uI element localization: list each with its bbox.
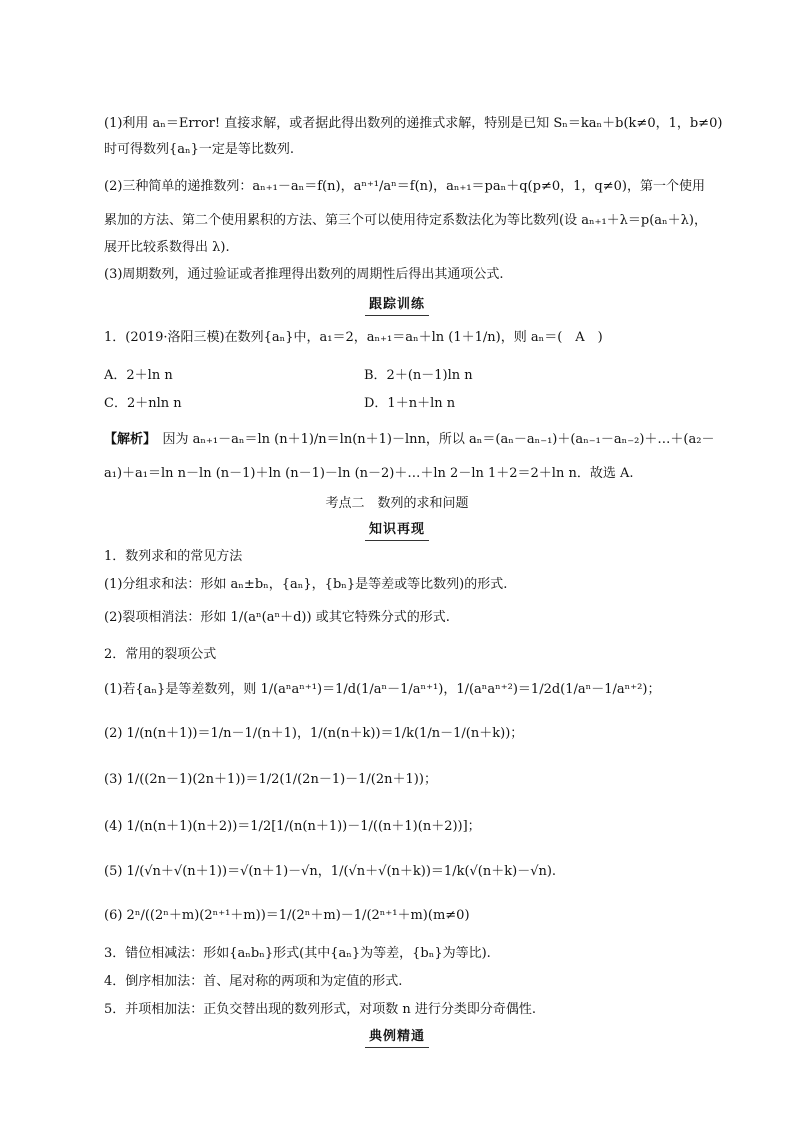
paragraph-line: 展开比较系数得出 λ). xyxy=(104,240,230,255)
paragraph-line: (3)周期数列，通过验证或者推理得出数列的周期性后得出其通项公式. xyxy=(104,267,504,282)
subheading-telescoping-formulas: 2．常用的裂项公式 xyxy=(104,647,217,662)
method-telescoping: (2)裂项相消法：形如 1/(aⁿ(aⁿ＋d)) 或其它特殊分式的形式. xyxy=(104,610,450,625)
option-c: C．2＋nln n xyxy=(104,396,182,411)
section-heading-typical-examples: 典例精通 xyxy=(365,1027,429,1048)
formula-5: (5) 1/(√n＋√(n＋1))＝√(n＋1)－√n，1/(√n＋√(n＋k))＝1/k(√(n＋k)－√n). xyxy=(104,864,557,879)
option-a: A．2＋ln n xyxy=(104,368,173,383)
solution-text-continued: a₁)＋a₁＝ln n－ln (n－1)＋ln (n－1)－ln (n－2)＋…＋ln 2－ln 1＋2＝2＋ln n．故选 A. xyxy=(104,466,634,481)
paragraph-line: 时可得数列{aₙ}一定是等比数列. xyxy=(104,142,295,157)
topic-heading: 考点二 数列的求和问题 xyxy=(325,496,469,511)
section-heading-tracking-practice: 跟踪训练 xyxy=(365,295,429,316)
formula-4: (4) 1/(n(n＋1)(n＋2))＝1/2[1/(n(n＋1))－1/((n＋1)(n＋2))]； xyxy=(104,819,481,834)
method-grouping: (1)分组求和法：形如 aₙ±bₙ，{aₙ}，{bₙ}是等差或等比数列)的形式. xyxy=(104,577,508,592)
question-1: 1．(2019·洛阳三模)在数列{aₙ}中，a₁＝2，aₙ₊₁＝aₙ＋ln (1＋1/n)，则 aₙ＝( A ) xyxy=(104,330,603,345)
formula-3: (3) 1/((2n－1)(2n＋1))＝1/2(1/(2n－1)－1/(2n＋1))； xyxy=(104,772,437,787)
section-heading-knowledge-review: 知识再现 xyxy=(365,520,429,541)
solution-text: 因为 aₙ₊₁－aₙ＝ln (n＋1)/n＝ln(n＋1)－lnn，所以 aₙ＝(aₙ－aₙ₋₁)＋(aₙ₋₁－aₙ₋₂)＋…＋(a₂－ xyxy=(149,432,715,447)
option-d: D．1＋n＋ln n xyxy=(364,396,456,411)
option-b: B．2＋(n－1)ln n xyxy=(364,368,473,383)
method-pairing: 5．并项相加法：正负交替出现的数列形式，对项数 n 进行分类即分奇偶性. xyxy=(104,1002,537,1017)
paragraph-line: (1)利用 aₙ＝Error! 直接求解，或者据此得出数列的递推式求解，特别是已知 Sₙ＝kaₙ＋b(k≠0，1，b≠0) xyxy=(104,116,723,131)
paragraph-line: 累加的方法、第二个使用累积的方法、第三个可以使用待定系数法化为等比数列(设 aₙ₊₁＋λ＝p(aₙ＋λ)， xyxy=(104,213,707,228)
subheading-summation-methods: 1．数列求和的常见方法 xyxy=(104,549,243,564)
solution-label: 【解析】 xyxy=(104,432,150,447)
formula-2: (2) 1/(n(n＋1))＝1/n－1/(n＋1)，1/(n(n＋k))＝1/k(1/n－1/(n＋k))； xyxy=(104,726,524,741)
formula-6: (6) 2ⁿ/((2ⁿ＋m)(2ⁿ⁺¹＋m))＝1/(2ⁿ＋m)－1/(2ⁿ⁺¹＋m)(m≠0) xyxy=(104,908,470,923)
method-reverse-addition: 4．倒序相加法：首、尾对称的两项和为定值的形式. xyxy=(104,974,403,989)
paragraph-line: (2)三种简单的递推数列：aₙ₊₁－aₙ＝f(n)，aⁿ⁺¹/aⁿ＝f(n)，aₙ₊₁＝paₙ＋q(p≠0，1，q≠0)，第一个使用 xyxy=(104,179,705,194)
method-dislocation-subtraction: 3．错位相减法：形如{aₙbₙ}形式(其中{aₙ}为等差，{bₙ}为等比). xyxy=(104,946,491,961)
formula-1: (1)若{aₙ}是等差数列，则 1/(aⁿaⁿ⁺¹)＝1/d(1/aⁿ－1/aⁿ⁺¹)，1/(aⁿaⁿ⁺²)＝1/2d(1/aⁿ－1/aⁿ⁺²)； xyxy=(104,682,661,697)
